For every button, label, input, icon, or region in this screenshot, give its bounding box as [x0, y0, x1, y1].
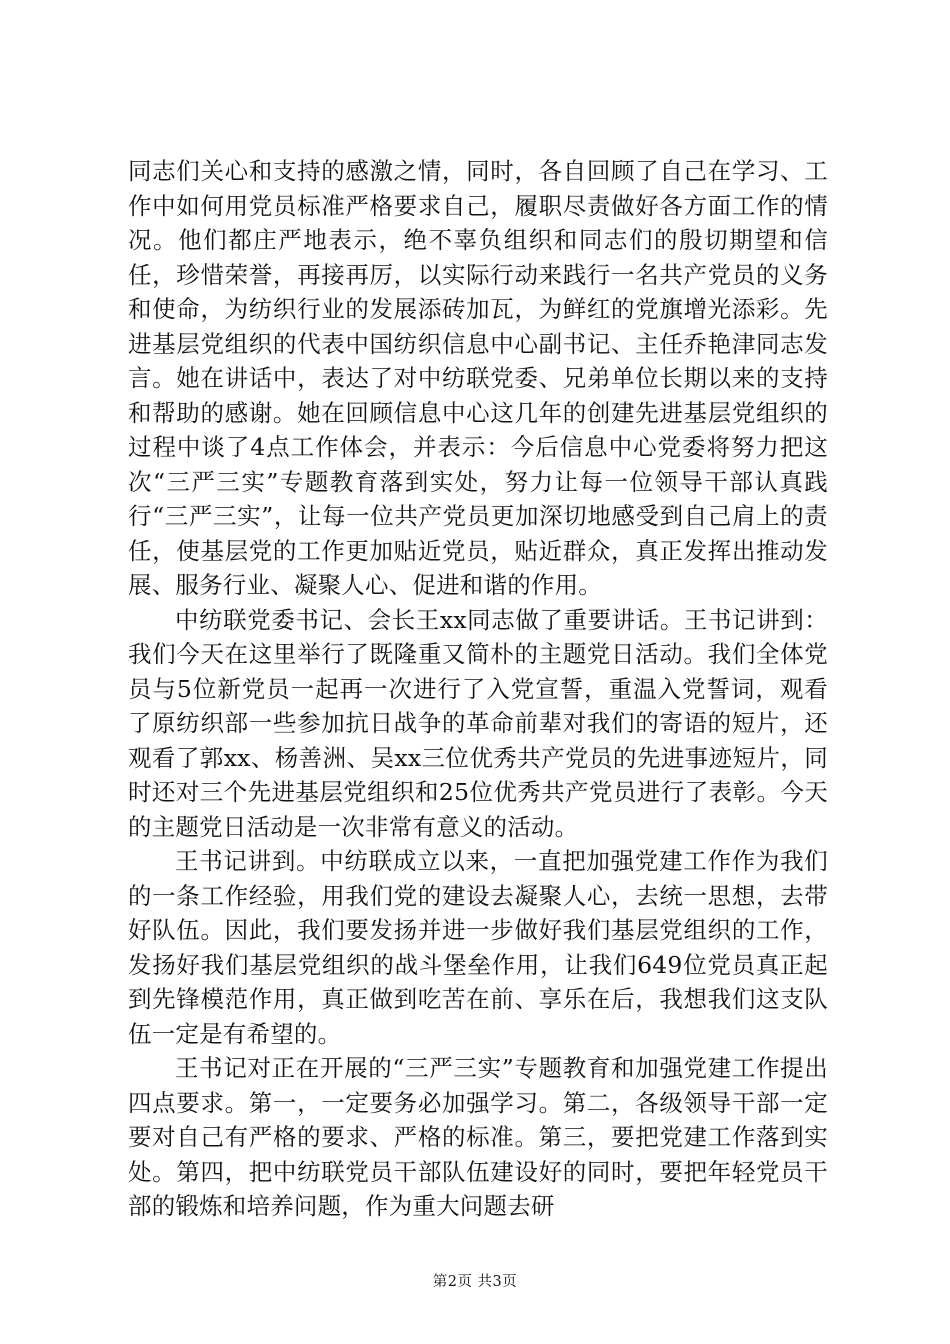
- document-body: [128, 154, 828, 1224]
- paragraph-3: 王书记讲到。中纺联成立以来，一直把加强党建工作作为我们的一条工作经验，用我们党的建设去凝聚人心，去统一思想，去带好队伍。因此，我们要发扬并进一步做好我们基层党组织的工作，发扬好我们基层党组织的战斗堡垒作用，让我们649位党员真正起到先锋模范作用，真正做到吃苦在前、享乐在后，我想我们这支队伍一定是有希望的。: [128, 847, 828, 1048]
- paragraph-4: 王书记对正在开展的“三严三实”专题教育和加强党建工作提出四点要求。第一，一定要务必加强学习。第二，各级领导干部一定要对自己有严格的要求、严格的标准。第三，要把党建工作落到实处。第四，把中纺联党员干部队伍建设好的同时，要把年轻党员干部的锻炼和培养问题，作为重大问题去研: [128, 1054, 828, 1220]
- page-footer: 第2页 共3页: [432, 1274, 518, 1290]
- paragraph-2: 中纺联党委书记、会长王xx同志做了重要讲话。王书记讲到：我们今天在这里举行了既隆重又简朴的主题党日活动。我们全体党员与5位新党员一起再一次进行了入党宣誓，重温入党誓词，观看了原纺织部一些参加抗日战争的革命前辈对我们的寄语的短片，还观看了郭xx、杨善洲、吴xx三位优秀共产党员的先进事迹短片，同时还对三个先进基层党组织和25位优秀共产党员进行了表彰。今天的主题党日活动是一次非常有意义的活动。: [128, 605, 828, 841]
- paragraph-1: 同志们关心和支持的感激之情，同时，各自回顾了自己在学习、工作中如何用党员标准严格要求自己，履职尽责做好各方面工作的情况。他们都庄严地表示，绝不辜负组织和同志们的殷切期望和信任，珍惜荣誉，再接再厉，以实际行动来践行一名共产党员的义务和使命，为纺织行业的发展添砖加瓦，为鲜红的党旗增光添彩。先进基层党组织的代表中国纺织信息中心副书记、主任乔艳津同志发言。她在讲话中，表达了对中纺联党委、兄弟单位长期以来的支持和帮助的感谢。她在回顾信息中心这几年的创建先进基层党组织的过程中谈了4点工作体会，并表示：今后信息中心党委将努力把这次“三严三实”专题教育落到实处，努力让每一位领导干部认真践行“三严三实”，让每一位共产党员更加深切地感受到自己肩上的责任，使基层党的工作更加贴近党员，贴近群众，真正发挥出推动发展、服务行业、凝聚人心、促进和谐的作用。: [128, 157, 828, 599]
